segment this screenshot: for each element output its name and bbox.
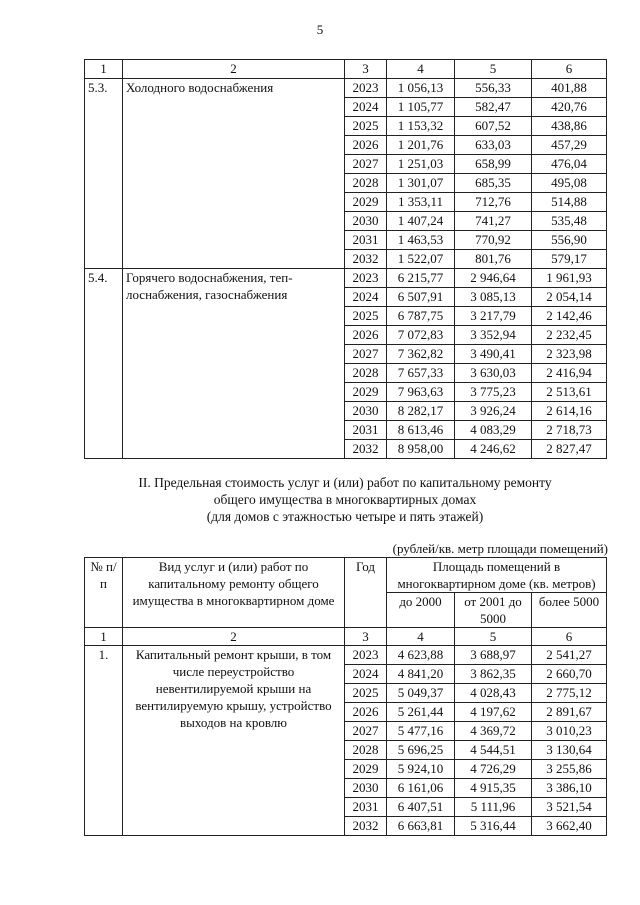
year-cell: 2024	[345, 98, 387, 117]
column-index: 2	[123, 628, 345, 646]
item-name: Холодного водоснабжения	[123, 79, 345, 269]
value-cell: 6 507,91	[387, 288, 455, 307]
head-area: Площадь помещений в многоквартирном доме (кв. метров)	[387, 558, 607, 593]
column-index-row	[85, 628, 607, 646]
value-cell: 3 085,13	[455, 288, 532, 307]
value-cell: 6 787,75	[387, 307, 455, 326]
value-cell: 633,03	[455, 136, 532, 155]
value-cell: 1 251,03	[387, 155, 455, 174]
value-cell: 741,27	[455, 212, 532, 231]
value-cell: 1 961,93	[532, 269, 607, 288]
value-cell: 1 522,07	[387, 250, 455, 269]
unit-note: (рублей/кв. метр площади помещений)	[392, 541, 608, 556]
value-cell: 3 775,23	[455, 383, 532, 402]
value-cell: 2 827,47	[532, 440, 607, 459]
head-work-type: Вид услуг и (или) работ по капитальному ремонту общего имущества в многоквартирном доме	[123, 558, 345, 628]
head-num: № п/п	[85, 558, 123, 628]
value-cell: 5 696,25	[387, 741, 455, 760]
value-cell: 3 255,86	[532, 760, 607, 779]
column-index: 1	[85, 628, 123, 646]
year-cell: 2023	[345, 646, 387, 665]
head-year: Год	[345, 558, 387, 628]
value-cell: 1 201,76	[387, 136, 455, 155]
value-cell: 8 958,00	[387, 440, 455, 459]
subhead-over-5000: более 5000	[532, 593, 607, 628]
year-cell: 2032	[345, 250, 387, 269]
value-cell: 2 142,46	[532, 307, 607, 326]
year-cell: 2024	[345, 665, 387, 684]
value-cell: 579,17	[532, 250, 607, 269]
value-cell: 556,90	[532, 231, 607, 250]
year-cell: 2030	[345, 402, 387, 421]
value-cell: 3 662,40	[532, 817, 607, 836]
value-cell: 476,04	[532, 155, 607, 174]
year-cell: 2029	[345, 383, 387, 402]
value-cell: 2 891,67	[532, 703, 607, 722]
value-cell: 457,29	[532, 136, 607, 155]
year-cell: 2027	[345, 722, 387, 741]
column-index: 4	[387, 60, 455, 79]
value-cell: 2 054,14	[532, 288, 607, 307]
column-index: 6	[532, 628, 607, 646]
year-cell: 2028	[345, 174, 387, 193]
value-cell: 3 130,64	[532, 741, 607, 760]
item-number: 5.4.	[85, 269, 123, 459]
value-cell: 2 614,16	[532, 402, 607, 421]
year-cell: 2027	[345, 155, 387, 174]
value-cell: 658,99	[455, 155, 532, 174]
value-cell: 6 407,51	[387, 798, 455, 817]
table-row	[85, 646, 607, 665]
item-number: 1.	[85, 646, 123, 836]
value-cell: 5 261,44	[387, 703, 455, 722]
value-cell: 582,47	[455, 98, 532, 117]
value-cell: 3 217,79	[455, 307, 532, 326]
value-cell: 2 323,98	[532, 345, 607, 364]
value-cell: 3 862,35	[455, 665, 532, 684]
value-cell: 6 161,06	[387, 779, 455, 798]
value-cell: 2 660,70	[532, 665, 607, 684]
value-cell: 8 282,17	[387, 402, 455, 421]
value-cell: 5 316,44	[455, 817, 532, 836]
subhead-up-to-2000: до 2000	[387, 593, 455, 628]
value-cell: 4 726,29	[455, 760, 532, 779]
year-cell: 2025	[345, 307, 387, 326]
column-index: 6	[532, 60, 607, 79]
roof-repair-cost-table	[84, 557, 607, 836]
value-cell: 3 352,94	[455, 326, 532, 345]
year-cell: 2032	[345, 440, 387, 459]
column-index: 5	[455, 60, 532, 79]
value-cell: 4 544,51	[455, 741, 532, 760]
value-cell: 3 926,24	[455, 402, 532, 421]
value-cell: 1 407,24	[387, 212, 455, 231]
value-cell: 3 688,97	[455, 646, 532, 665]
value-cell: 2 232,45	[532, 326, 607, 345]
year-cell: 2025	[345, 117, 387, 136]
year-cell: 2030	[345, 779, 387, 798]
value-cell: 1 105,77	[387, 98, 455, 117]
year-cell: 2031	[345, 231, 387, 250]
value-cell: 438,86	[532, 117, 607, 136]
value-cell: 2 946,64	[455, 269, 532, 288]
year-cell: 2026	[345, 703, 387, 722]
value-cell: 5 111,96	[455, 798, 532, 817]
column-index: 3	[345, 628, 387, 646]
value-cell: 4 623,88	[387, 646, 455, 665]
value-cell: 401,88	[532, 79, 607, 98]
year-cell: 2024	[345, 288, 387, 307]
year-cell: 2029	[345, 760, 387, 779]
column-index: 4	[387, 628, 455, 646]
value-cell: 4 369,72	[455, 722, 532, 741]
value-cell: 6 663,81	[387, 817, 455, 836]
year-cell: 2027	[345, 345, 387, 364]
value-cell: 607,52	[455, 117, 532, 136]
value-cell: 3 010,23	[532, 722, 607, 741]
value-cell: 2 775,12	[532, 684, 607, 703]
value-cell: 2 513,61	[532, 383, 607, 402]
column-index: 5	[455, 628, 532, 646]
value-cell: 4 083,29	[455, 421, 532, 440]
value-cell: 1 153,32	[387, 117, 455, 136]
value-cell: 6 215,77	[387, 269, 455, 288]
item-name: Горячего водоснабжения, теп-лоснабжения, газоснабжения	[123, 269, 345, 459]
column-index: 1	[85, 60, 123, 79]
year-cell: 2023	[345, 79, 387, 98]
value-cell: 420,76	[532, 98, 607, 117]
value-cell: 514,88	[532, 193, 607, 212]
item-number: 5.3.	[85, 79, 123, 269]
subhead-2001-5000: от 2001 до 5000	[455, 593, 532, 628]
value-cell: 556,33	[455, 79, 532, 98]
value-cell: 5 049,37	[387, 684, 455, 703]
value-cell: 712,76	[455, 193, 532, 212]
page-number: 5	[316, 22, 324, 37]
value-cell: 3 630,03	[455, 364, 532, 383]
year-cell: 2026	[345, 136, 387, 155]
value-cell: 5 924,10	[387, 760, 455, 779]
value-cell: 770,92	[455, 231, 532, 250]
year-cell: 2031	[345, 421, 387, 440]
value-cell: 801,76	[455, 250, 532, 269]
value-cell: 1 056,13	[387, 79, 455, 98]
cost-table-continued	[84, 59, 607, 459]
year-cell: 2023	[345, 269, 387, 288]
value-cell: 1 353,11	[387, 193, 455, 212]
value-cell: 7 963,63	[387, 383, 455, 402]
value-cell: 2 416,94	[532, 364, 607, 383]
column-index-row	[85, 60, 607, 79]
value-cell: 3 521,54	[532, 798, 607, 817]
value-cell: 3 386,10	[532, 779, 607, 798]
value-cell: 535,48	[532, 212, 607, 231]
year-cell: 2031	[345, 798, 387, 817]
column-index: 3	[345, 60, 387, 79]
value-cell: 495,08	[532, 174, 607, 193]
value-cell: 4 197,62	[455, 703, 532, 722]
value-cell: 4 841,20	[387, 665, 455, 684]
value-cell: 4 028,43	[455, 684, 532, 703]
value-cell: 7 362,82	[387, 345, 455, 364]
value-cell: 685,35	[455, 174, 532, 193]
year-cell: 2025	[345, 684, 387, 703]
value-cell: 2 718,73	[532, 421, 607, 440]
year-cell: 2032	[345, 817, 387, 836]
year-cell: 2030	[345, 212, 387, 231]
year-cell: 2026	[345, 326, 387, 345]
year-cell: 2028	[345, 741, 387, 760]
item-name: Капитальный ремонт крыши, в том числе переустройство невентилируемой крыши на вентилируемую крышу, устройство выходов на кровлю	[123, 646, 345, 836]
table-row	[85, 269, 607, 288]
value-cell: 5 477,16	[387, 722, 455, 741]
table-row	[85, 79, 607, 98]
section-title: II. Предельная стоимость услуг и (или) работ по капитальному ремонту общего имущества в многоквартирных домах (для домов с этажностью четыре и пять этажей)	[138, 475, 552, 524]
year-cell: 2029	[345, 193, 387, 212]
value-cell: 1 301,07	[387, 174, 455, 193]
value-cell: 7 657,33	[387, 364, 455, 383]
value-cell: 7 072,83	[387, 326, 455, 345]
value-cell: 1 463,53	[387, 231, 455, 250]
column-index: 2	[123, 60, 345, 79]
value-cell: 4 246,62	[455, 440, 532, 459]
value-cell: 4 915,35	[455, 779, 532, 798]
value-cell: 3 490,41	[455, 345, 532, 364]
year-cell: 2028	[345, 364, 387, 383]
value-cell: 8 613,46	[387, 421, 455, 440]
value-cell: 2 541,27	[532, 646, 607, 665]
table-head-row	[85, 558, 607, 593]
